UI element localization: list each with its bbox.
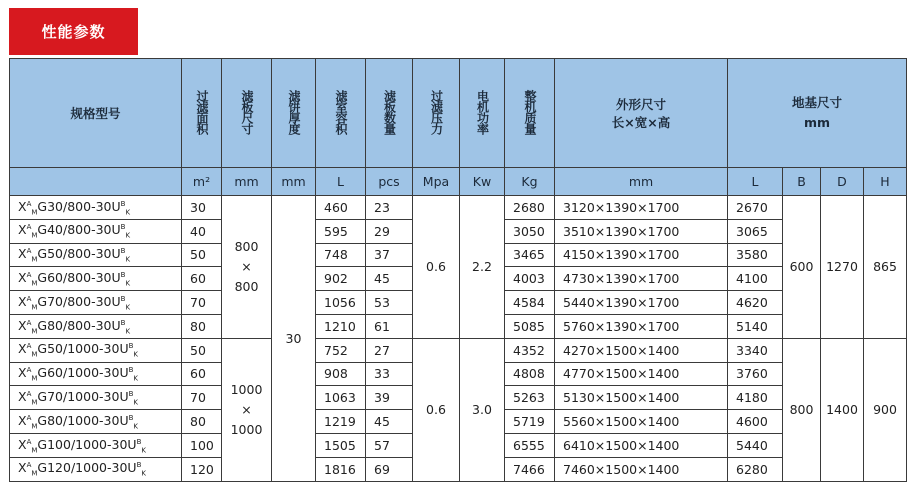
machine-weight-cell: 4808: [505, 362, 555, 386]
filter-area-cell: 50: [182, 243, 222, 267]
foundation-H-cell: 865: [864, 196, 907, 339]
plate-count-cell: 33: [366, 362, 413, 386]
foundation-B-cell: 600: [783, 196, 821, 339]
unit-plate-count: pcs: [366, 168, 413, 196]
foundation-B-cell: 800: [783, 338, 821, 481]
model-cell: $X^A_MG70/1000-30U^B_K$: [10, 386, 182, 410]
header-model: 规格型号: [10, 59, 182, 168]
foundation-L-cell: 4600: [728, 410, 783, 434]
plate-count-cell: 45: [366, 410, 413, 434]
spec-table: [9, 58, 907, 482]
plate-count-cell: 53: [366, 291, 413, 315]
foundation-L-cell: 3760: [728, 362, 783, 386]
unit-filter-area: m²: [182, 168, 222, 196]
machine-weight-cell: 4003: [505, 267, 555, 291]
cake-thickness-cell: 30: [272, 196, 316, 482]
unit-cake-thickness: mm: [272, 168, 316, 196]
foundation-L-cell: 3580: [728, 243, 783, 267]
header-plate-size: 滤板尺寸: [222, 59, 272, 168]
table-row: [10, 338, 907, 362]
dimensions-cell: 4770×1500×1400: [555, 362, 728, 386]
filter-area-cell: 70: [182, 386, 222, 410]
foundation-L-cell: 4620: [728, 291, 783, 315]
section-title: 性能参数: [41, 23, 106, 41]
plate-count-cell: 45: [366, 267, 413, 291]
filter-area-cell: 120: [182, 457, 222, 481]
plate-count-cell: 27: [366, 338, 413, 362]
machine-weight-cell: 6555: [505, 433, 555, 457]
machine-weight-cell: 5719: [505, 410, 555, 434]
filter-pressure-cell: 0.6: [413, 338, 460, 481]
plate-size-cell: 1000 × 1000: [222, 338, 272, 481]
dimensions-cell: 6410×1500×1400: [555, 433, 728, 457]
filter-area-cell: 30: [182, 196, 222, 220]
machine-weight-cell: 4584: [505, 291, 555, 315]
model-cell: $X^A_MG40/800-30U^B_K$: [10, 219, 182, 243]
dimensions-cell: 4270×1500×1400: [555, 338, 728, 362]
header-foundation: 地基尺寸 mm: [728, 59, 907, 168]
model-cell: $X^A_MG50/1000-30U^B_K$: [10, 338, 182, 362]
header-plate-count: 滤板数量: [366, 59, 413, 168]
machine-weight-cell: 4352: [505, 338, 555, 362]
section-title-tag: [9, 8, 138, 55]
header-chamber-volume: 滤室容积: [316, 59, 366, 168]
dimensions-cell: 5130×1500×1400: [555, 386, 728, 410]
filter-area-cell: 60: [182, 267, 222, 291]
foundation-L-cell: 4180: [728, 386, 783, 410]
plate-count-cell: 69: [366, 457, 413, 481]
dimensions-cell: 5760×1390×1700: [555, 314, 728, 338]
filter-pressure-cell: 0.6: [413, 196, 460, 339]
foundation-H-cell: 900: [864, 338, 907, 481]
plate-size-cell: 800 × 800: [222, 196, 272, 339]
chamber-volume-cell: 1056: [316, 291, 366, 315]
model-cell: $X^A_MG100/1000-30U^B_K$: [10, 433, 182, 457]
header-filter-area: 过滤面积: [182, 59, 222, 168]
filter-area-cell: 80: [182, 410, 222, 434]
plate-count-cell: 39: [366, 386, 413, 410]
chamber-volume-cell: 1505: [316, 433, 366, 457]
unit-motor-power: Kw: [460, 168, 505, 196]
model-cell: $X^A_MG80/1000-30U^B_K$: [10, 410, 182, 434]
table-row: [10, 196, 907, 220]
header-row: [10, 59, 907, 168]
chamber-volume-cell: 1816: [316, 457, 366, 481]
foundation-L-cell: 5440: [728, 433, 783, 457]
unit-B: B: [783, 168, 821, 196]
unit-row: [10, 168, 907, 196]
model-cell: $X^A_MG80/800-30U^B_K$: [10, 314, 182, 338]
chamber-volume-cell: 908: [316, 362, 366, 386]
chamber-volume-cell: 752: [316, 338, 366, 362]
chamber-volume-cell: 595: [316, 219, 366, 243]
unit-dimensions: mm: [555, 168, 728, 196]
plate-count-cell: 57: [366, 433, 413, 457]
motor-power-cell: 2.2: [460, 196, 505, 339]
unit-filter-pressure: Mpa: [413, 168, 460, 196]
unit-machine-weight: Kg: [505, 168, 555, 196]
header-filter-pressure: 过滤压力: [413, 59, 460, 168]
motor-power-cell: 3.0: [460, 338, 505, 481]
filter-area-cell: 50: [182, 338, 222, 362]
machine-weight-cell: 5085: [505, 314, 555, 338]
dimensions-cell: 5440×1390×1700: [555, 291, 728, 315]
dimensions-cell: 4150×1390×1700: [555, 243, 728, 267]
model-cell: $X^A_MG70/800-30U^B_K$: [10, 291, 182, 315]
foundation-L-cell: 6280: [728, 457, 783, 481]
machine-weight-cell: 2680: [505, 196, 555, 220]
filter-area-cell: 100: [182, 433, 222, 457]
header-motor-power: 电机功率: [460, 59, 505, 168]
unit-plate-size: mm: [222, 168, 272, 196]
filter-area-cell: 40: [182, 219, 222, 243]
dimensions-cell: 4730×1390×1700: [555, 267, 728, 291]
plate-count-cell: 37: [366, 243, 413, 267]
foundation-L-cell: 3340: [728, 338, 783, 362]
dimensions-cell: 7460×1500×1400: [555, 457, 728, 481]
foundation-L-cell: 4100: [728, 267, 783, 291]
header-machine-weight: 整机质量: [505, 59, 555, 168]
model-cell: $X^A_MG120/1000-30U^B_K$: [10, 457, 182, 481]
chamber-volume-cell: 460: [316, 196, 366, 220]
chamber-volume-cell: 1219: [316, 410, 366, 434]
unit-L: L: [728, 168, 783, 196]
chamber-volume-cell: 902: [316, 267, 366, 291]
foundation-L-cell: 2670: [728, 196, 783, 220]
chamber-volume-cell: 748: [316, 243, 366, 267]
filter-area-cell: 60: [182, 362, 222, 386]
plate-count-cell: 61: [366, 314, 413, 338]
chamber-volume-cell: 1210: [316, 314, 366, 338]
machine-weight-cell: 5263: [505, 386, 555, 410]
model-cell: $X^A_MG30/800-30U^B_K$: [10, 196, 182, 220]
machine-weight-cell: 3465: [505, 243, 555, 267]
filter-area-cell: 70: [182, 291, 222, 315]
dimensions-cell: 3120×1390×1700: [555, 196, 728, 220]
unit-chamber-volume: L: [316, 168, 366, 196]
machine-weight-cell: 7466: [505, 457, 555, 481]
filter-area-cell: 80: [182, 314, 222, 338]
foundation-D-cell: 1270: [821, 196, 864, 339]
machine-weight-cell: 3050: [505, 219, 555, 243]
unit-model: [10, 168, 182, 196]
foundation-D-cell: 1400: [821, 338, 864, 481]
chamber-volume-cell: 1063: [316, 386, 366, 410]
dimensions-cell: 3510×1390×1700: [555, 219, 728, 243]
foundation-L-cell: 3065: [728, 219, 783, 243]
model-cell: $X^A_MG50/800-30U^B_K$: [10, 243, 182, 267]
model-cell: $X^A_MG60/1000-30U^B_K$: [10, 362, 182, 386]
unit-H: H: [864, 168, 907, 196]
model-cell: $X^A_MG60/800-30U^B_K$: [10, 267, 182, 291]
dimensions-cell: 5560×1500×1400: [555, 410, 728, 434]
table-body: [10, 196, 907, 482]
plate-count-cell: 23: [366, 196, 413, 220]
unit-D: D: [821, 168, 864, 196]
plate-count-cell: 29: [366, 219, 413, 243]
header-cake-thickness: 滤饼厚度: [272, 59, 316, 168]
foundation-L-cell: 5140: [728, 314, 783, 338]
header-dimensions: 外形尺寸 长×宽×高: [555, 59, 728, 168]
